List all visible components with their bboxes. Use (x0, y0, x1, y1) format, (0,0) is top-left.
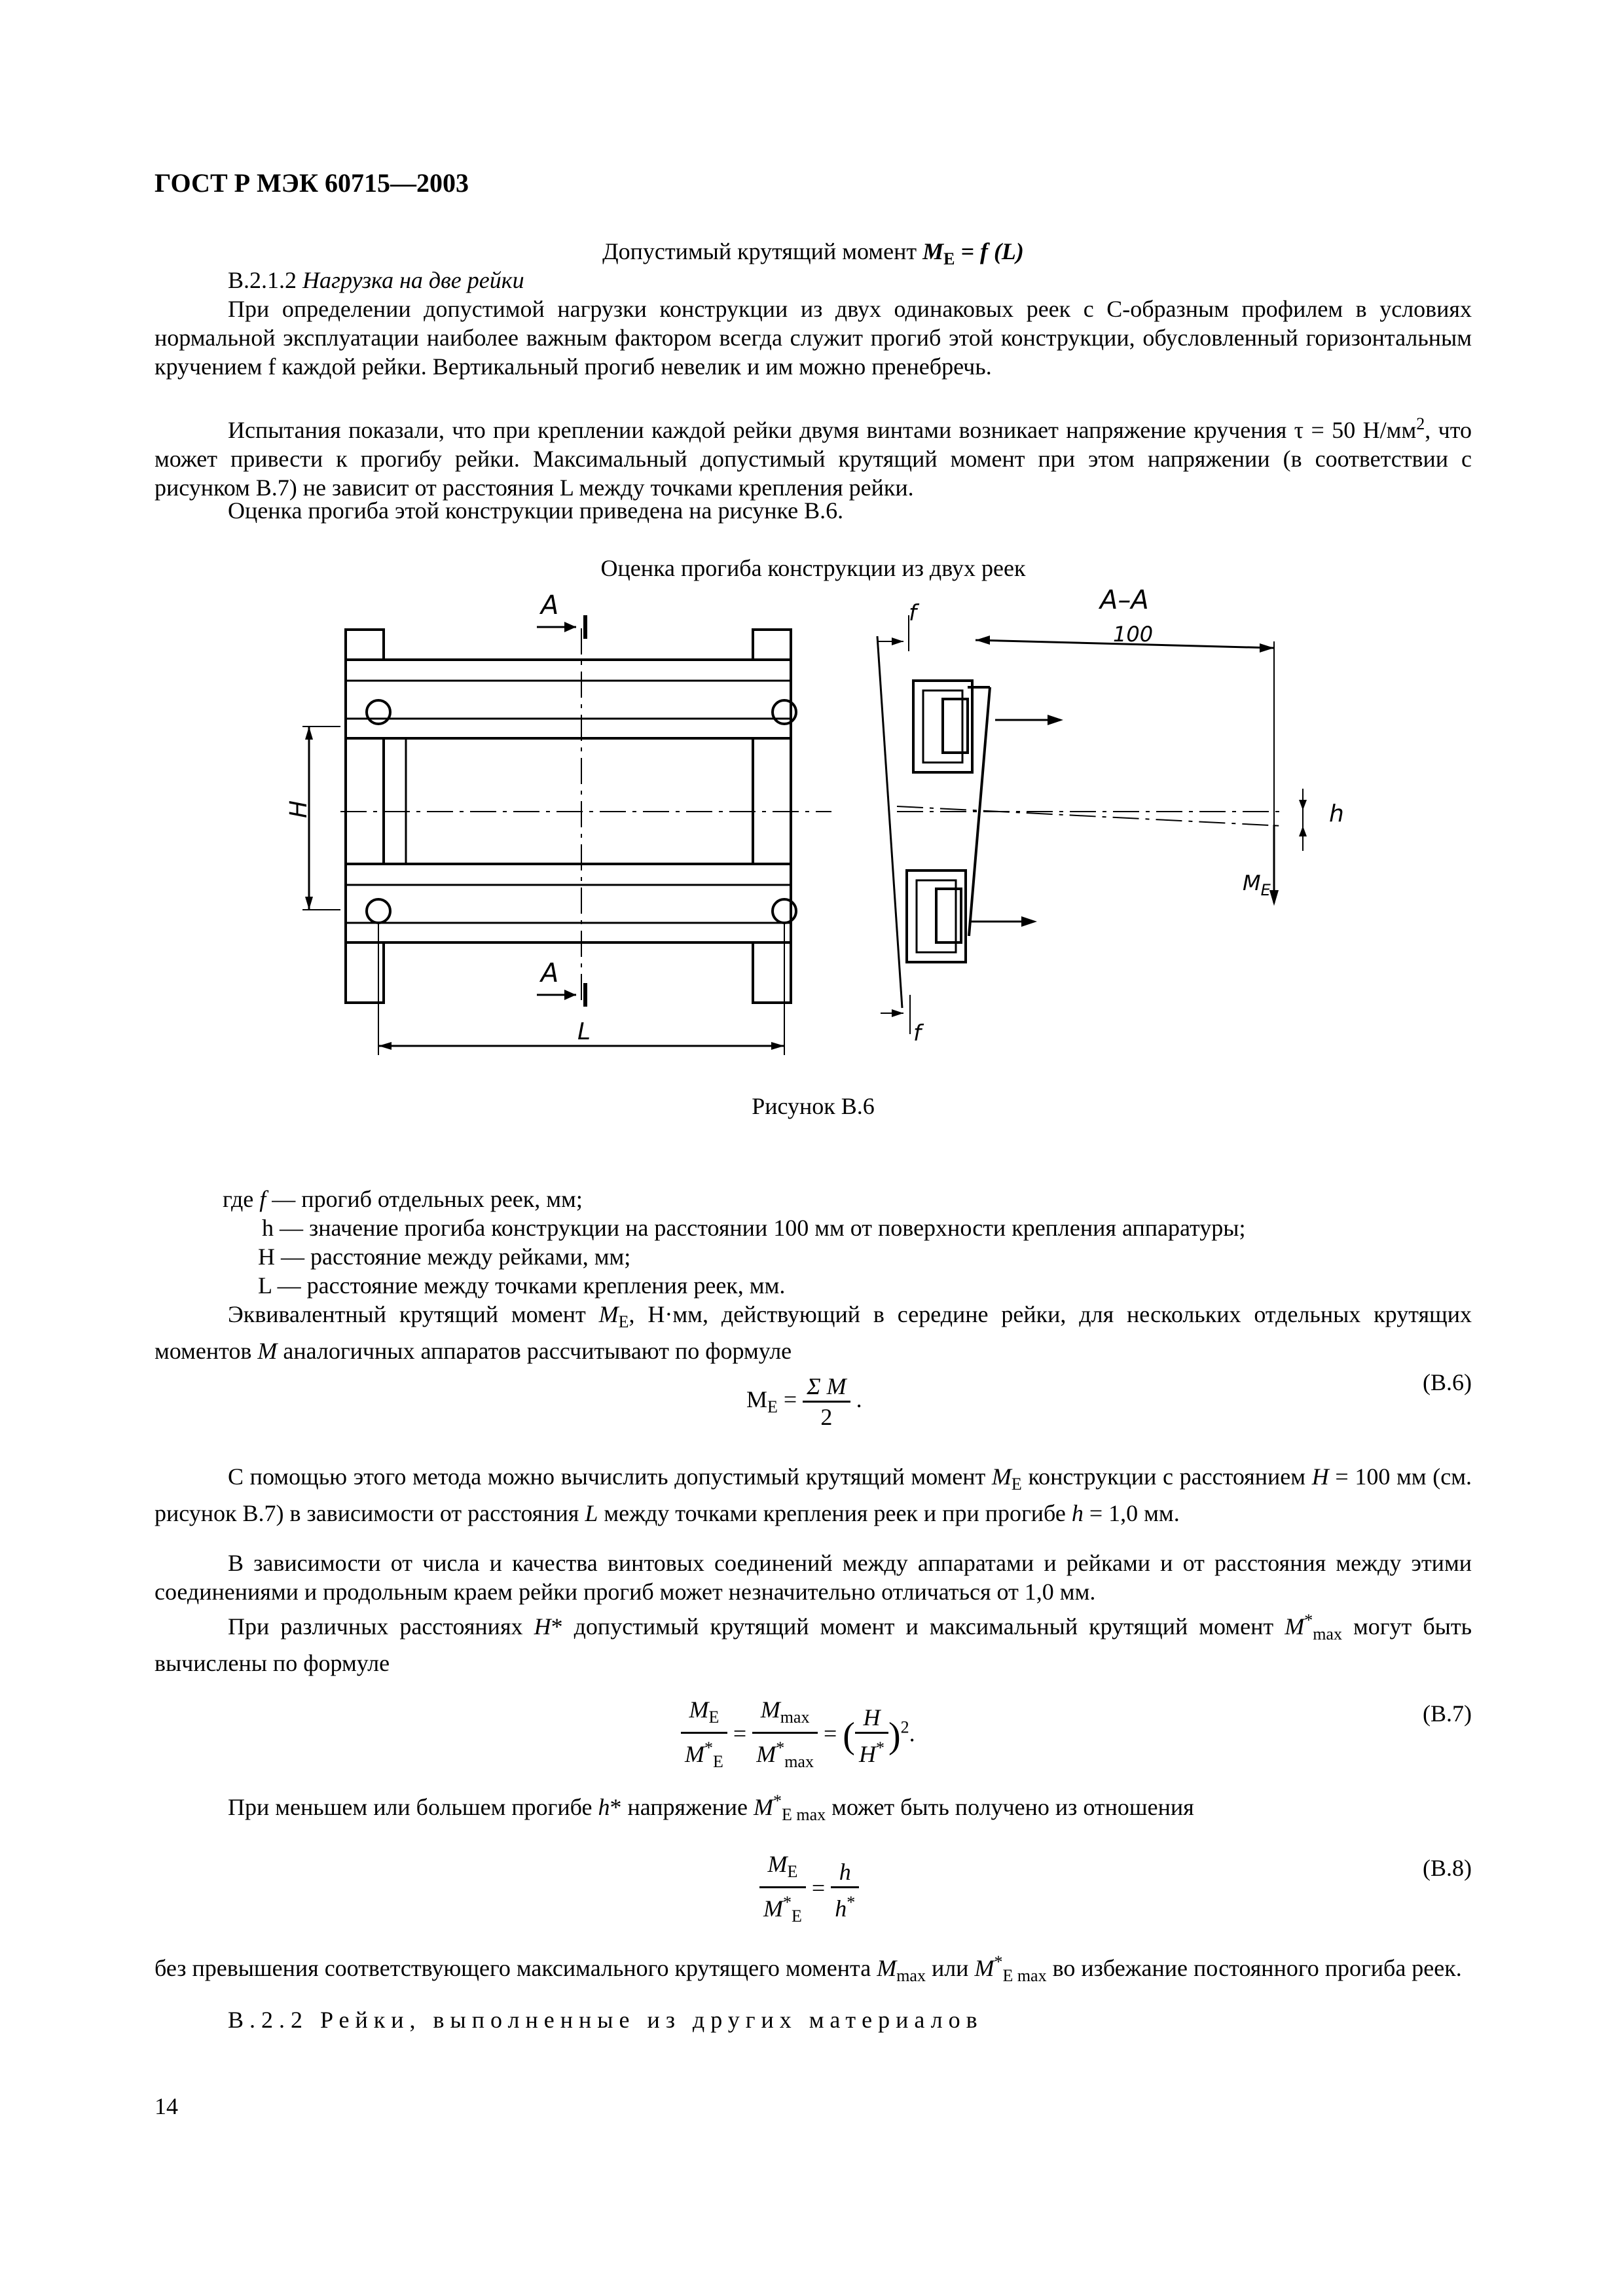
dimension-l-label: L (577, 1018, 591, 1045)
paragraph-5: С помощью этого метода можно вычислить допустимый крутящий момент $M_E$ конструкции с расстоянием H = 100 мм (см. рисунок В.7) в зависимости от расстояния L между точками крепления реек и при прогибе h = 1,0 мм. (155, 1463, 1472, 1527)
legend-item-h: h — значение прогиба конструкции на расстоянии 100 мм от поверхности крепления аппаратуры; (262, 1215, 1246, 1241)
deflection-f-label-top: f (909, 600, 917, 626)
paragraph-4: Эквивалентный крутящий момент $M_E$, Н·мм, действующий в середине рейки, для нескольких отдельных крутящих моментов M аналогичных аппаратов рассчитывают по формуле (155, 1301, 1472, 1365)
moment-me-label: $M_E$ (1243, 870, 1271, 899)
paragraph-8: При меньшем или большем прогибе h* напряжение $M^*_{E max}$ может быть получено из отношения (228, 1791, 1194, 1825)
section-label-aa: A–A (1100, 585, 1149, 615)
equation-number-b8: (В.8) (1423, 1855, 1472, 1881)
section-label-a-bottom: A (541, 958, 559, 988)
section-label-a-top: A (541, 590, 559, 620)
legend-item-L: L — расстояние между точками крепления реек, мм. (258, 1272, 786, 1299)
paragraph-1: При определении допустимой нагрузки конструкции из двух одинаковых реек с С-образным профилем в условиях нормальной эксплуатации наиболее важным фактором всегда служит прогиб этой конструкции, обусловленный горизонтальным кручением f каждой рейки. Вертикальный прогиб невелик и им можно пренебречь. (155, 296, 1472, 380)
lower-rail (346, 864, 791, 942)
document-header: ГОСТ Р МЭК 60715—2003 (155, 168, 469, 198)
legend-item-f: где f — прогиб отдельных реек, мм; (223, 1186, 583, 1212)
upper-rail (346, 660, 791, 738)
paragraph-3: Оценка прогиба этой конструкции приведена на рисунке В.6. (228, 497, 844, 524)
page-number: 14 (155, 2093, 178, 2119)
legend-item-H: H — расстояние между рейками, мм; (258, 1244, 631, 1270)
title-line: Допустимый крутящий момент $M_E = f$ (L) (602, 238, 1024, 269)
deflection-f-label-bottom: f (913, 1020, 921, 1047)
section-heading-b212: В.2.1.2 Нагрузка на две рейки (228, 267, 524, 293)
equation-b6: $M_E$ = $\frac{\text{Σ M}}{2}$ . (746, 1373, 862, 1430)
dimension-100-label: 100 (1113, 622, 1154, 647)
figure-caption: Рисунок В.6 (752, 1093, 875, 1119)
paragraph-2: Испытания показали, что при креплении каждой рейки двумя винтами возникает напряжение кручения τ = 50 $Н/мм^2$, что может привести к прогибу рейки. Максимальный допустимый крутящий момент при этом напряжении (в соответствии с рисунком В.7) не зависит от расстояния L между точками крепления рейки. (155, 414, 1472, 501)
paragraph-9: без превышения соответствующего максимального крутящего момента $M_{max}$ или $M^*_{E max}$ во избежание постоянного прогиба реек. (155, 1952, 1462, 1986)
equation-number-b6: (В.6) (1423, 1369, 1472, 1395)
section-heading-b22: В.2.2 Рейки, выполненные из других материалов (228, 2007, 983, 2033)
dimension-h-label: H (285, 800, 312, 818)
equation-b8: $\frac{M_E}{M^*_E}$ = $\frac{h}{h^*}$ (759, 1850, 859, 1931)
paragraph-6: В зависимости от числа и качества винтовых соединений между аппаратами и рейками и от расстояния между этими соединениями и продольным краем рейки прогиб может незначительно отличаться от 1,0 мм. (155, 1550, 1472, 1605)
equation-number-b7: (В.7) (1423, 1700, 1472, 1727)
paragraph-7: При различных расстояниях H* допустимый крутящий момент и максимальный крутящий момент $M^*_{max}$ могут быть вычислены по формуле (155, 1611, 1472, 1677)
deflection-h-label: h (1329, 800, 1344, 827)
figure-title: Оценка прогиба конструкции из двух реек (600, 555, 1026, 581)
equation-b7: $\frac{M_E}{M^*_E}$ = $\frac{M_{max}}{M^*_{max}}$ = ( $\frac{H}{H^*}$ )$^2$. (681, 1695, 915, 1776)
figure-b6-drawing (285, 583, 1344, 1067)
mount-surface (877, 636, 902, 1008)
